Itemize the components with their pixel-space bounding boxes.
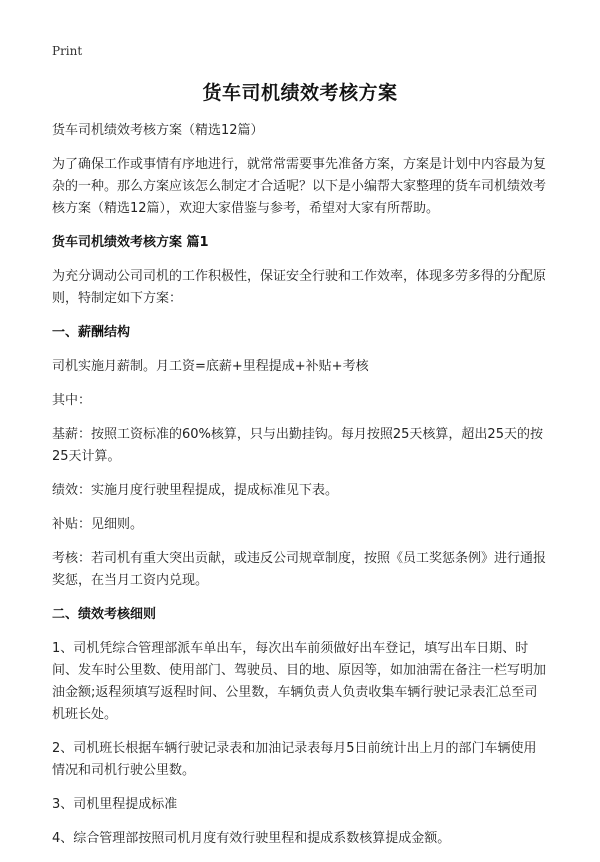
performance-paragraph: 绩效：实施月度行驶里程提成，提成标准见下表。 xyxy=(52,483,339,498)
purpose-paragraph: 为充分调动公司司机的工作积极性，保证安全行驶和工作效率，体现多劳多得的分配原则，特制定如下方案： xyxy=(52,269,547,306)
section-title: 货车司机绩效考核方案 篇1 xyxy=(52,235,209,250)
among-label: 其中： xyxy=(52,393,92,408)
heading-assessment-rules: 二、绩效考核细则 xyxy=(52,607,157,622)
subtitle: 货车司机绩效考核方案（精选12篇） xyxy=(52,123,264,138)
base-pay-paragraph: 基薪：按照工资标准的60%核算，只与出勤挂钩。每月按照25天核算，超出25天的按25天计算。 xyxy=(52,427,543,464)
document-body xyxy=(52,120,548,862)
rule-3: 3、司机里程提成标准 xyxy=(52,797,178,812)
allowance-paragraph: 补贴：见细则。 xyxy=(52,517,144,532)
page-title: 货车司机绩效考核方案 xyxy=(202,82,398,104)
intro-paragraph: 为了确保工作或事情有序地进行，就常常需要事先准备方案，方案是计划中内容最为复杂的一种。那么方案应该怎么制定才合适呢？以下是小编帮大家整理的货车司机绩效考核方案（精选12篇），欢迎大家借鉴与参考，希望对大家有所帮助。 xyxy=(52,157,547,216)
rule-4: 4、综合管理部按照司机月度有效行驶里程和提成系数核算提成金额。 xyxy=(52,831,451,846)
salary-formula: 司机实施月薪制。月工资=底薪+里程提成+补贴+考核 xyxy=(52,359,369,374)
rule-2: 2、司机班长根据车辆行驶记录表和加油记录表每月5日前统计出上月的部门车辆使用情况和司机行驶公里数。 xyxy=(52,741,537,778)
print-label[interactable]: Print xyxy=(52,44,83,58)
heading-salary-structure: 一、薪酬结构 xyxy=(52,325,131,340)
rule-1: 1、司机凭综合管理部派车单出车，每次出车前须做好出车登记，填写出车日期、时间、发车时公里数、使用部门、驾驶员、目的地、原因等，如加油需在备注一栏写明加油金额;返程须填写返程时间、公里数，车辆负责人负责收集车辆行驶记录表汇总至司机班长处。 xyxy=(52,641,547,722)
assessment-paragraph: 考核：若司机有重大突出贡献，或违反公司规章制度，按照《员工奖惩条例》进行通报奖惩，在当月工资内兑现。 xyxy=(52,551,547,588)
